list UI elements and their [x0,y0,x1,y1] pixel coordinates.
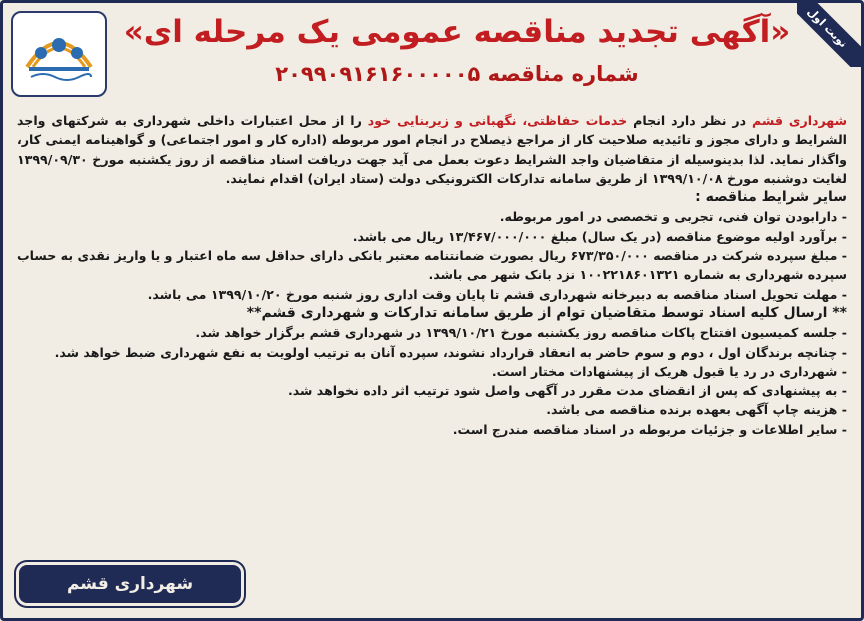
intro-paragraph [17,111,847,188]
tender-number: شماره مناقصه ۲۰۹۹۰۹۱۶۱۶۰۰۰۰۰۵ [275,62,639,86]
condition-item: - جلسه کمیسیون افتتاح پاکات مناقصه روز یکشنبه مورخ ۱۳۹۹/۱۰/۲۱ در شهرداری قشم برگزار خواهد شد. [195,325,847,341]
condition-item: - شهرداری در رد یا قبول هریک از پیشنهادات مختار است. [491,363,847,379]
conditions-heading: سایر شرایط مناقصه : [695,189,847,206]
condition-item: - دارابودن توان فنی، تجربی و تخصصی در امور مربوطه. [499,209,847,225]
condition-item: - هزینه چاپ آگهی بعهده برنده مناقصه می باشد. [546,402,847,418]
qeshm-municipality-logo-icon [13,13,105,95]
service-description: خدمات حفاظتی، نگهبانی و زیربنایی خود [367,113,628,128]
intro-part-1: در نظر دارد انجام [627,113,753,128]
condition-item: - به پیشنهادی که پس از انقضای مدت مقرر در آگهی واصل شود ترتیب اثر داده نخواهد شد. [287,383,847,399]
intro-part-2: را از محل اعتبارات داخلی شهرداری به شرکتهای واجد الشرایط و دارای مجوز و تائیدیه صلاحیت کار از مراجع ذیصلاح در انجام امور مربوطه (اداره کار و امور اجتماعی) و گواهینامه ایمنی کار، واگذار نماید. لذا بدینوسیله از متقاضیان واجد الشرایط دعوت بعمل می آید جهت دریافت اسناد مناقصه از روز یکشنبه مورخ ۱۳۹۹/۰۹/۳۰ لغایت دوشنبه مورخ ۱۳۹۹/۱۰/۰۸ از طریق سامانه تدارکات الکترونیکی دولت (ستاد ایران) اقدام نمایند. [17,113,847,186]
condition-item: - مبلغ سپرده شرکت در مناقصه ۶۷۳/۳۵۰/۰۰۰ ریال بصورت ضمانتنامه معتبر بانکی دارای حداقل سه ماه اعتبار و یا واریز نقدی به حساب سپرده شهرداری به شماره ۱۰۰۲۲۱۸۶۰۱۳۲۱ نزد بانک شهر می باشد. [17,248,847,283]
signature-box: شهرداری قشم [19,565,241,603]
condition-item: - سایر اطلاعات و جزئیات مربوطه در اسناد مناقصه مندرج است. [452,421,847,437]
condition-item: - برآورد اولیه موضوع مناقصه (در یک سال) مبلغ ۱۳/۴۶۷/۰۰۰/۰۰۰ ریال می باشد. [352,228,847,244]
insertion-badge: نوبت اول [797,3,861,67]
org-name: شهرداری قشم [752,113,848,128]
condition-item: - چنانچه برندگان اول ، دوم و سوم حاضر به انعقاد قرارداد نشوند، سپرده آنان به ترتیب اولویت به نفع شهرداری ضبط خواهد شد. [54,344,847,360]
insertion-ribbon [797,3,861,67]
ad-body [17,111,847,439]
logo [11,11,107,97]
submission-highlight: ** ارسال کلیه اسناد توسط متقاضیان توام از طریق سامانه تدارکات و شهرداری قشم** [246,304,847,321]
ad-title: «آگهی تجدید مناقصه عمومی یک مرحله ای» [123,14,791,50]
condition-item: - مهلت تحویل اسناد مناقصه به دبیرخانه شهرداری قشم تا پایان وقت اداری روز شنبه مورخ ۱۳۹۹/۱۰/۲۰ می باشد. [147,286,847,302]
